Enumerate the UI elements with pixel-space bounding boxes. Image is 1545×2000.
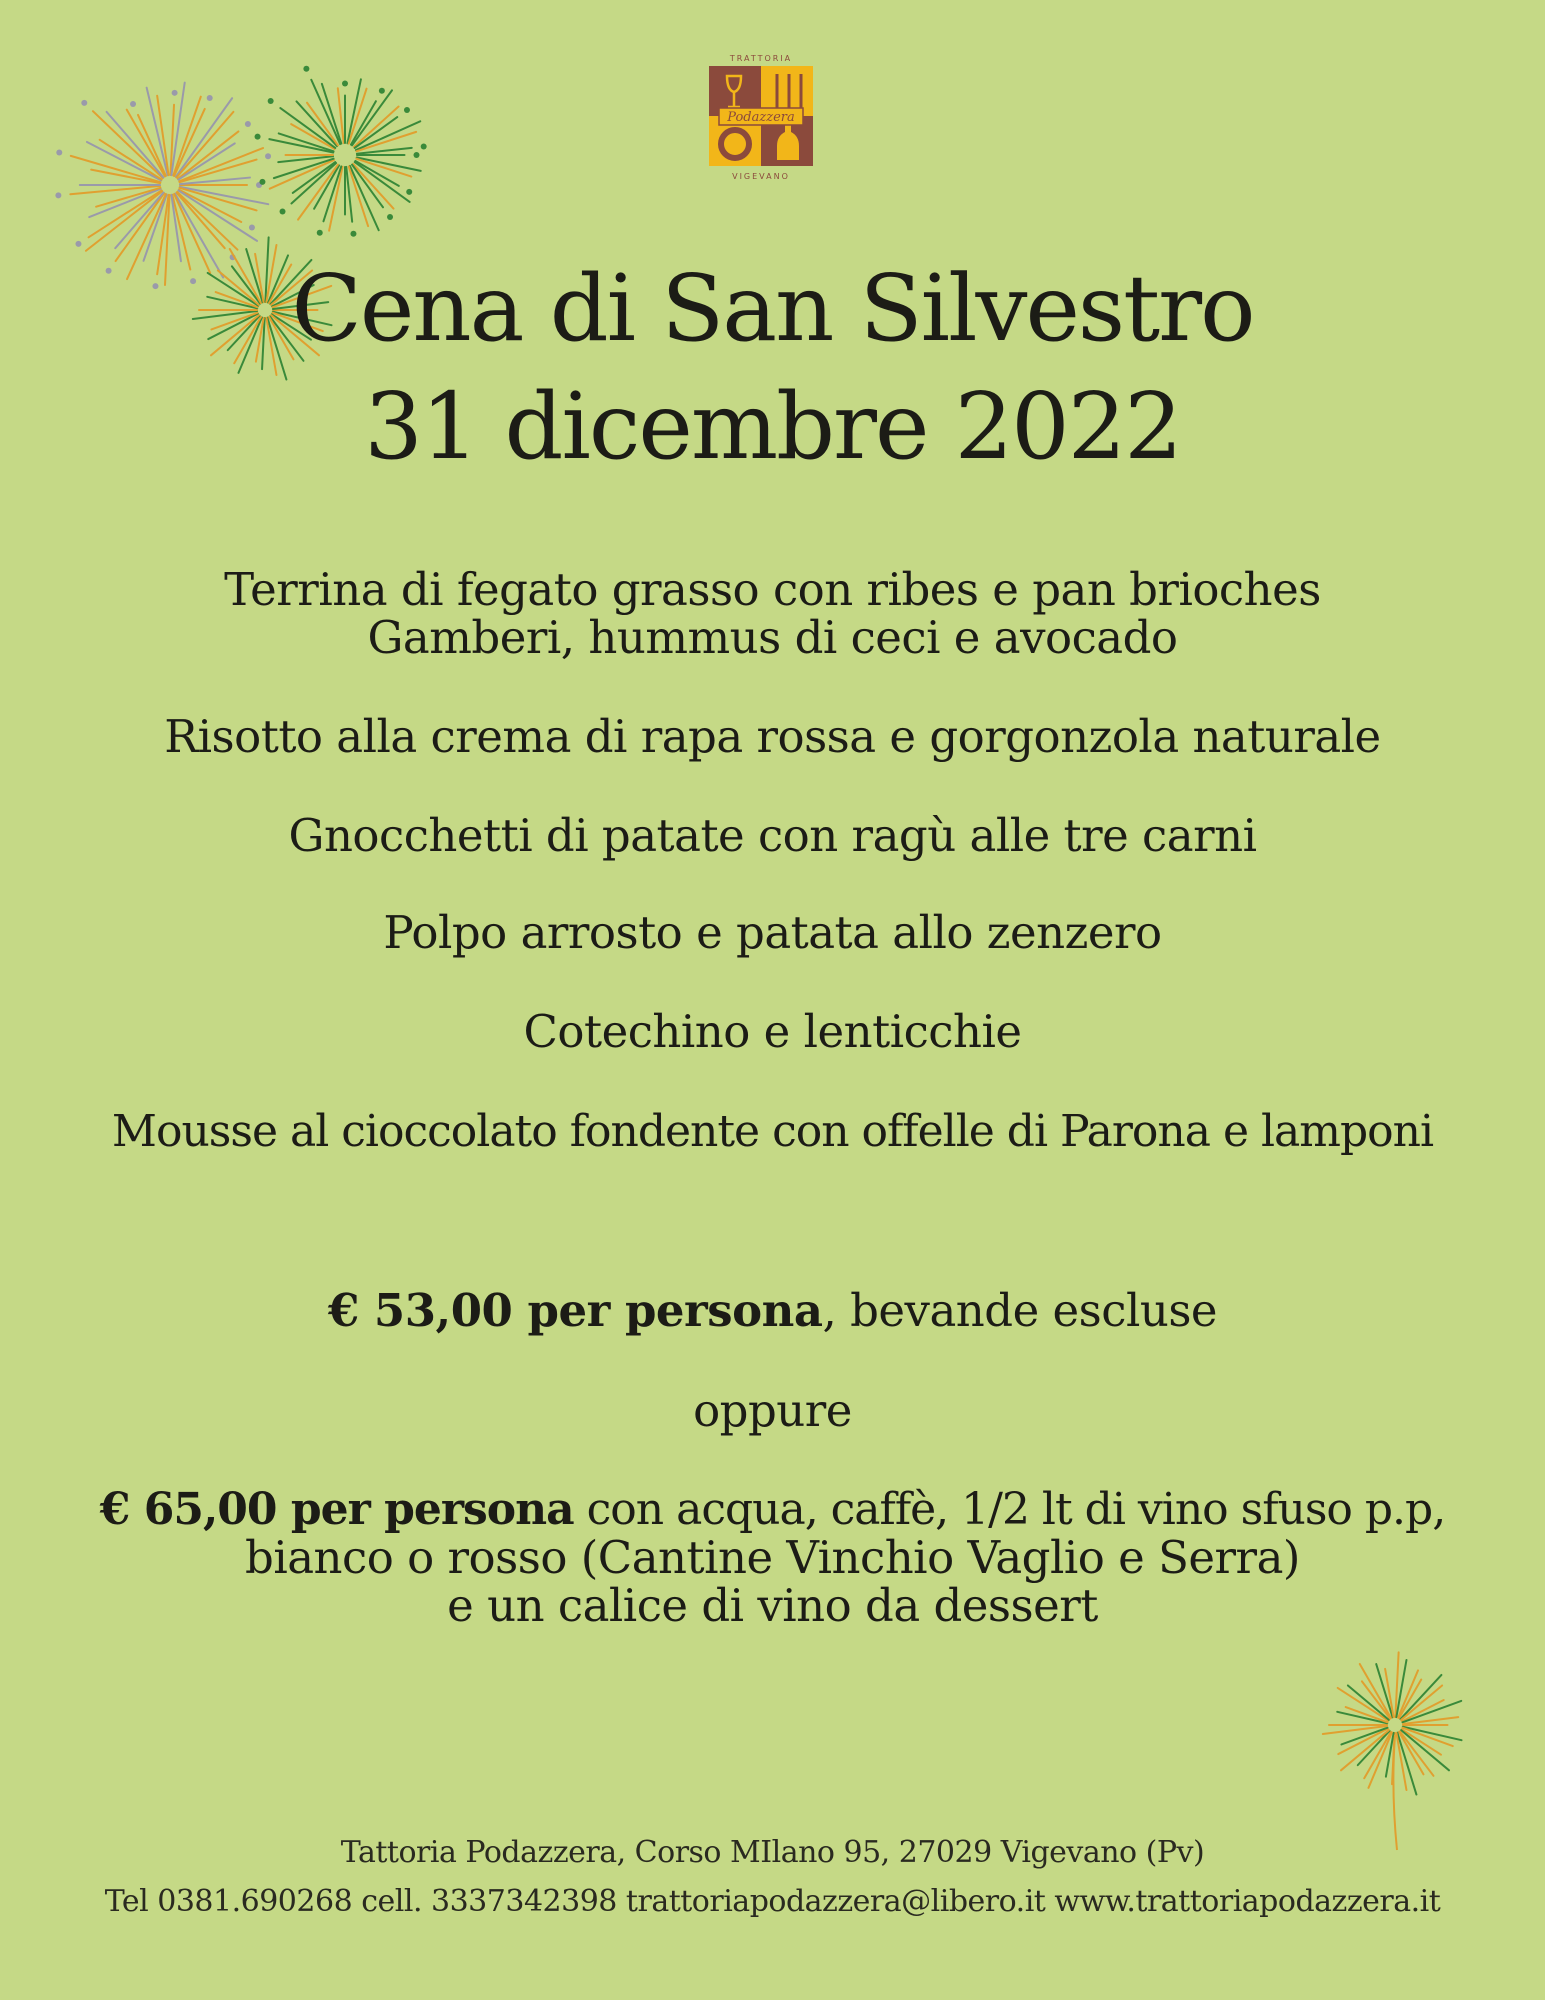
fireworks-bottom-right (1295, 1640, 1495, 1860)
firework-spark (259, 179, 265, 185)
menu-item: Cotechino e lenticchie (523, 1005, 1022, 1058)
firework-ray (70, 186, 160, 194)
firework-spark (350, 231, 356, 237)
price-1-details: , bevande escluse (822, 1284, 1218, 1337)
firework-spark (268, 98, 274, 104)
svg-text:TRATTORIA: TRATTORIA (729, 54, 793, 63)
price-2-line3: e un calice di vino da dessert (447, 1579, 1098, 1632)
firework-burst-bottom (1323, 1652, 1462, 1794)
firework-ray (115, 193, 163, 249)
menu-item: Risotto alla crema di rapa rossa e gorgonzola naturale (164, 710, 1381, 763)
price-option-2 (0, 1486, 1545, 1534)
firework-spark (130, 101, 136, 107)
firework-spark (317, 230, 323, 236)
menu-item: Mousse al cioccolato fondente con offelle di Parona e lamponi (111, 1106, 1434, 1157)
firework-spark (342, 81, 348, 87)
price-option-1 (0, 1284, 1545, 1337)
firework-spark (81, 100, 87, 106)
menu-item: Gnocchetti di patate con ragù alle tre carni (288, 809, 1257, 862)
or-text: oppure (693, 1384, 852, 1437)
menu-item: Gamberi, hummus di ceci e avocado (367, 611, 1178, 664)
firework-spark (207, 95, 213, 101)
page-title (0, 250, 1545, 486)
menu-item: Polpo arrosto e patata allo zenzero (383, 906, 1162, 959)
footer-address: Tattoria Podazzera, Corso MIlano 95, 27029 Vigevano (Pv) (340, 1835, 1205, 1870)
price-2-details: con acqua, caffè, 1/2 lt di vino sfuso p.p, (573, 1484, 1446, 1535)
firework-ray (1323, 1726, 1387, 1734)
menu-item: Terrina di fegato grasso con ribes e pan brioches (224, 563, 1321, 616)
firework-ray (1338, 1688, 1389, 1721)
svg-text:Podazzera: Podazzera (727, 110, 795, 125)
firework-spark (303, 66, 309, 72)
firework-spark (387, 214, 393, 220)
firework-spark (249, 224, 255, 230)
firework-spark (245, 121, 251, 127)
trattoria-podazzera-logo (705, 52, 817, 182)
price-2-line2: bianco o rosso (Cantine Vinchio Vaglio e Serra) (245, 1531, 1300, 1584)
firework-spark (421, 144, 427, 150)
firework-spark (280, 209, 286, 215)
firework-spark (404, 107, 410, 113)
firework-spark (414, 152, 420, 158)
firework-spark (75, 241, 81, 247)
firework-spark (55, 192, 61, 198)
firework-spark (406, 189, 412, 195)
firework-spark (56, 149, 62, 155)
title-event: Cena di San Silvestro (291, 255, 1254, 362)
firework-spark (172, 90, 178, 96)
firework-burst-green (255, 66, 427, 237)
price-2-amount: € 65,00 per persona (99, 1484, 574, 1535)
svg-text:VIGEVANO: VIGEVANO (732, 172, 790, 181)
firework-spark (379, 88, 385, 94)
firework-spark (265, 153, 271, 159)
firework-ray (1376, 1664, 1392, 1717)
footer-contacts: Tel 0381.690268 cell. 3337342398 trattoriapodazzera@libero.it www.trattoriapodazzera.it (104, 1884, 1441, 1919)
title-date: 31 dicembre 2022 (364, 373, 1181, 480)
price-1-amount: € 53,00 per persona (327, 1284, 823, 1337)
firework-spark (255, 134, 261, 140)
